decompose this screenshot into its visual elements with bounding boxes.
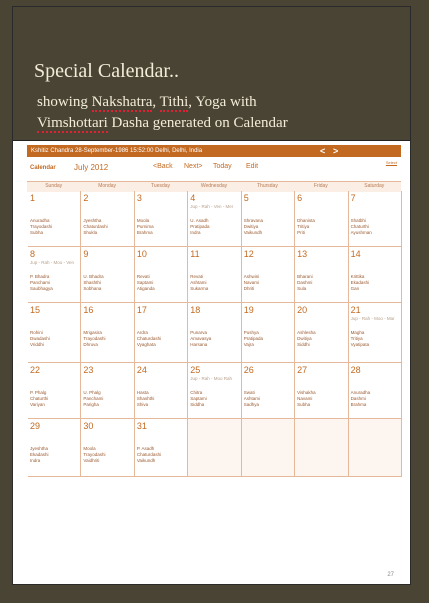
prev-arrow-icon[interactable]: < (320, 146, 326, 156)
slide-subtitle (37, 92, 288, 134)
weekday-monday: Monday (98, 183, 117, 189)
panchang-line: Vajra (243, 342, 254, 347)
day-cell[interactable] (28, 419, 81, 477)
day-cell[interactable] (135, 303, 188, 363)
day-cell[interactable] (188, 247, 241, 303)
day-number: 20 (297, 305, 308, 315)
panchang-line: Siddha (190, 402, 205, 407)
panchang-info (30, 330, 50, 348)
panchang-line: Magha (350, 330, 365, 335)
back-button[interactable]: <Back (153, 163, 173, 170)
panchang-line: Navami (297, 396, 313, 401)
panchang-line: Ashwini (243, 274, 260, 279)
panchang-line: Subha (297, 402, 311, 407)
panchang-line: Sadhya (243, 402, 259, 407)
panchang-line: Harsana (190, 342, 208, 347)
panchang-line: Mrigasira (83, 330, 102, 335)
panchang-info (137, 330, 161, 348)
panchang-info (30, 446, 49, 464)
day-cell[interactable] (135, 419, 188, 477)
panchang-info (83, 274, 103, 292)
dasha-yoga: Jup - Rah - Ven - Mer (190, 204, 234, 209)
panchang-line: Saptami (190, 396, 207, 401)
panchang-info (137, 390, 155, 408)
panchang-info (244, 330, 263, 348)
day-cell[interactable] (188, 191, 241, 247)
next-button[interactable]: Next> (184, 163, 203, 170)
day-cell[interactable] (28, 191, 81, 247)
day-number: 22 (30, 365, 41, 375)
panchang-line: Pratipada (190, 224, 210, 229)
day-cell[interactable] (295, 419, 348, 477)
panchang-line: Panchami (30, 280, 51, 285)
panchang-info (244, 274, 260, 292)
panchang-line: Navami (243, 280, 259, 285)
day-number: 2 (83, 193, 89, 203)
panchang-info (297, 218, 315, 236)
panchang-info (297, 390, 315, 408)
day-number: 5 (243, 193, 249, 203)
slide-page (12, 6, 411, 585)
panchang-line: Dwitiya (297, 336, 312, 341)
weekday-thursday: Thursday (256, 183, 278, 189)
day-number: 30 (83, 421, 94, 431)
day-cell[interactable] (295, 363, 348, 419)
panchang-line: Saubhagya (30, 286, 53, 291)
panchang-line: Vriddhi (30, 342, 44, 347)
panchang-line: Chaturdashi (136, 336, 162, 341)
day-cell[interactable] (242, 191, 295, 247)
weekday-wednesday: Wednesday (200, 183, 228, 189)
calendar-toolbar (27, 157, 401, 177)
panchang-line: Ekadashi (30, 452, 49, 457)
weekday-tuesday: Tuesday (151, 183, 171, 189)
day-number: 9 (83, 249, 89, 259)
panchang-info (244, 390, 260, 408)
panchang-line: Dhanista (297, 218, 315, 223)
panchang-line: Brahma (350, 402, 367, 407)
panchang-line: Priti (297, 230, 305, 235)
panchang-info (190, 330, 211, 348)
panchang-line: Parigha (83, 402, 99, 407)
day-cell[interactable] (242, 419, 295, 477)
panchang-line: Shravana (243, 218, 263, 223)
weekday-saturday: Saturday (364, 183, 385, 189)
panchang-line: Amavasya (190, 336, 212, 341)
panchang-line: Shiva (136, 402, 149, 407)
panchang-info (351, 218, 372, 236)
day-cell[interactable] (295, 191, 348, 247)
panchang-line: Swati (243, 390, 255, 395)
slide-header (13, 7, 410, 141)
panchang-info (297, 274, 313, 292)
dasha-yoga: Jup - Rah - Moo - Mar (350, 316, 395, 321)
day-cell[interactable] (81, 191, 134, 247)
panchang-line: Gan (350, 286, 360, 291)
day-cell[interactable] (349, 303, 402, 363)
day-cell[interactable] (349, 419, 402, 477)
day-cell[interactable] (242, 247, 295, 303)
panchang-info (83, 446, 105, 464)
today-button[interactable]: Today (213, 163, 232, 170)
day-number: 15 (30, 305, 41, 315)
day-number: 4 (190, 193, 196, 203)
calendar-label: Calendar (30, 165, 56, 171)
day-number: 1 (30, 193, 36, 203)
panchang-info (83, 218, 107, 236)
select-link[interactable]: Select (385, 160, 397, 165)
panchang-info (83, 390, 103, 408)
panchang-info (30, 218, 52, 236)
day-cell[interactable] (81, 303, 134, 363)
panchang-info (244, 218, 263, 236)
panchang-info (297, 330, 316, 348)
day-cell[interactable] (28, 247, 81, 303)
dasha-yoga: Jup - Rah - Moo - Ven (30, 260, 75, 265)
day-cell[interactable] (188, 419, 241, 477)
panchang-line: Pushya (243, 330, 259, 335)
panchang-info (137, 446, 161, 464)
day-cell[interactable] (295, 303, 348, 363)
panchang-info (351, 330, 370, 348)
day-number: 10 (136, 249, 147, 259)
panchang-line: Vaikundh (136, 458, 156, 463)
panchang-line: Ashtami (190, 280, 207, 285)
day-cell[interactable] (188, 303, 241, 363)
panchang-line: Tritiya (297, 224, 310, 229)
chart-info: Kshitiz Chandra 28-September-1986 15:52:00 Delhi, Delhi, India (31, 148, 203, 154)
day-number: 14 (350, 249, 361, 259)
panchang-line: Ashlesha (297, 330, 316, 335)
day-number: 13 (297, 249, 308, 259)
panchang-line: Hasta (136, 390, 149, 395)
panchang-line: Siddhi (297, 342, 310, 347)
panchang-line: Chaturdashi (136, 452, 162, 457)
panchang-line: Trayodashi (83, 336, 106, 341)
day-number: 18 (190, 305, 201, 315)
subtitle-line-1: showing Nakshatra, Tithi, Yoga with (37, 94, 257, 110)
panchang-line: Dashmi (297, 280, 313, 285)
day-number: 26 (243, 365, 254, 375)
panchang-line: Indra (30, 458, 41, 463)
panchang-line: Trayodashi (83, 452, 106, 457)
day-number: 19 (243, 305, 254, 315)
day-cell[interactable] (135, 191, 188, 247)
day-number: 21 (350, 305, 361, 315)
day-cell[interactable] (188, 363, 241, 419)
panchang-line: Vishakha (297, 390, 316, 395)
panchang-line: Revati (136, 274, 150, 279)
panchang-info (190, 390, 207, 408)
panchang-line: Shukla (83, 230, 98, 235)
panchang-info (83, 330, 105, 348)
panchang-info (137, 218, 154, 236)
day-number: 12 (243, 249, 254, 259)
day-number: 17 (136, 305, 147, 315)
panchang-line: Sobhana (83, 286, 102, 291)
panchang-line: Subha (30, 230, 44, 235)
panchang-line: U. Phalg (83, 390, 101, 395)
day-cell[interactable] (81, 419, 134, 477)
day-number: 23 (83, 365, 94, 375)
panchang-line: Jyeshtha (30, 446, 49, 451)
day-number: 3 (136, 193, 142, 203)
day-cell[interactable] (242, 303, 295, 363)
panchang-info (351, 390, 371, 408)
panchang-line: Atiganda (136, 286, 155, 291)
weekday-friday: Friday (313, 183, 328, 189)
edit-button[interactable]: Edit (246, 163, 259, 170)
panchang-line: Dashmi (350, 396, 366, 401)
panchang-info (190, 218, 209, 236)
panchang-line: U. Bhadra (83, 274, 104, 279)
panchang-line: Saptami (136, 280, 154, 285)
panchang-line: Trayodashi (30, 224, 53, 229)
panchang-line: Ardra (136, 330, 148, 335)
panchang-line: Tritiya (350, 336, 363, 341)
month-label: July 2012 (74, 163, 109, 172)
panchang-line: Panchami (83, 396, 104, 401)
day-cell[interactable] (28, 363, 81, 419)
panchang-line: Dwadashi (30, 336, 50, 341)
panchang-line: Chaturthi (350, 224, 369, 229)
day-cell[interactable] (242, 363, 295, 419)
weekday-sunday: Sunday (45, 183, 63, 189)
day-cell[interactable] (81, 363, 134, 419)
panchang-line: Pratipada (243, 336, 263, 341)
day-cell[interactable] (135, 247, 188, 303)
day-cell[interactable] (81, 247, 134, 303)
panchang-line: Ekadashi (350, 280, 370, 285)
panchang-line: Ashtami (243, 396, 260, 401)
dasha-yoga: Jup - Rah - Moo Rah (190, 376, 233, 381)
panchang-line: Vyatipata (350, 342, 370, 347)
day-cell[interactable] (349, 363, 402, 419)
panchang-info (351, 274, 370, 292)
panchang-line: Chaturthi (30, 396, 49, 401)
panchang-line: Vaidhriti (83, 458, 100, 463)
day-number: 29 (30, 421, 41, 431)
panchang-line: P. Phalg (30, 390, 47, 395)
panchang-line: Moola (83, 446, 96, 451)
panchang-line: Variyan (30, 402, 45, 407)
panchang-line: Revati (190, 274, 204, 279)
panchang-line: Chaturdashi (83, 224, 108, 229)
panchang-line: Anuradha (30, 218, 50, 223)
subtitle-line-2: Vimshottari Dasha generated on Calendar (37, 115, 288, 131)
day-number: 8 (30, 249, 36, 259)
day-number: 25 (190, 365, 201, 375)
day-cell[interactable] (295, 247, 348, 303)
day-number: 31 (136, 421, 147, 431)
panchang-line: Dhriti (243, 286, 255, 291)
panchang-info (30, 274, 53, 292)
panchang-line: Dhruva (83, 342, 98, 347)
panchang-line: Jyeshtha (83, 218, 102, 223)
panchang-line: Shatbhi (350, 218, 366, 223)
day-cell[interactable] (349, 191, 402, 247)
panchang-line: Vaikundh (243, 230, 263, 235)
panchang-line: Punarva (190, 330, 208, 335)
panchang-info (190, 274, 208, 292)
next-arrow-icon[interactable]: > (333, 146, 339, 156)
day-cell[interactable] (28, 303, 81, 363)
panchang-line: P. Asadh (136, 446, 155, 451)
panchang-line: Sula (297, 286, 307, 291)
panchang-line: Anuradha (350, 390, 371, 395)
calendar-screenshot (27, 145, 401, 540)
panchang-line: Krittika (350, 274, 365, 279)
panchang-line: U. Asadh (190, 218, 209, 223)
panchang-line: Vyaghata (136, 342, 156, 347)
panchang-line: Sukarma (190, 286, 209, 291)
panchang-line: Shashthi (136, 396, 155, 401)
day-number: 27 (297, 365, 308, 375)
panchang-line: Moola (136, 218, 150, 223)
slide-title: Special Calendar.. (34, 60, 179, 82)
day-number: 16 (83, 305, 94, 315)
panchang-line: Dwitiya (243, 224, 259, 229)
panchang-line: Chitra (190, 390, 203, 395)
panchang-line: Indra (190, 230, 201, 235)
panchang-line: P. Bhadra (30, 274, 50, 279)
panchang-line: Rohini (30, 330, 43, 335)
panchang-info (30, 390, 48, 408)
app-title-bar (27, 145, 401, 157)
day-cell[interactable] (349, 247, 402, 303)
panchang-line: Purnima (136, 224, 154, 229)
day-number: 7 (350, 193, 356, 203)
day-number: 6 (297, 193, 303, 203)
panchang-line: Shashthi (83, 280, 101, 285)
day-number: 28 (350, 365, 361, 375)
day-cell[interactable] (135, 363, 188, 419)
panchang-line: Bharani (297, 274, 313, 279)
day-number: 24 (136, 365, 147, 375)
page-number: 27 (387, 572, 394, 578)
panchang-line: Ayushman (350, 230, 372, 235)
panchang-line: Brahma (136, 230, 153, 235)
panchang-info (137, 274, 155, 292)
day-number: 11 (190, 249, 200, 259)
